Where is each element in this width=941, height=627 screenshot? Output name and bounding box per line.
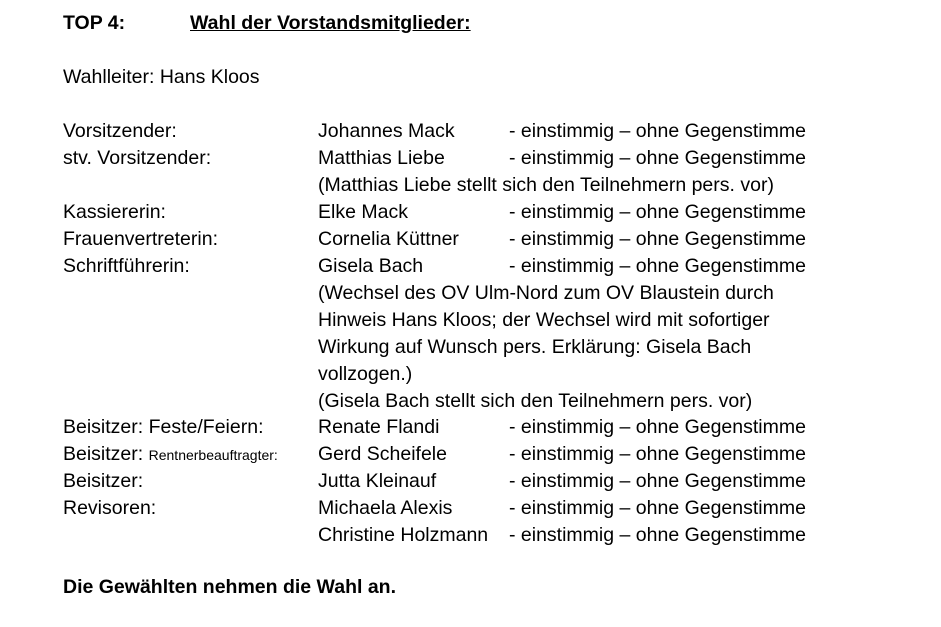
vote-result: - einstimmig – ohne Gegenstimme [509,201,806,223]
elected-name: Gisela Bach [318,255,424,277]
note-text: (Matthias Liebe stellt sich den Teilnehmern pers. vor) [318,174,774,196]
elected-name: Elke Mack [318,201,408,223]
election-row [0,147,941,174]
vote-result: - einstimmig – ohne Gegenstimme [509,228,806,250]
election-row [0,120,941,147]
section-title: Wahl der Vorstandsmitglieder: [190,12,471,34]
election-row [0,497,941,524]
role-label: Revisoren: [63,497,157,519]
elected-name: Johannes Mack [318,120,455,142]
vote-result: - einstimmig – ohne Gegenstimme [509,416,806,438]
note-row [0,363,941,390]
note-text: Wirkung auf Wunsch pers. Erklärung: Gisela Bach [318,336,752,358]
note-row [0,390,941,417]
role-label-main: Beisitzer: [63,443,144,465]
vote-result: - einstimmig – ohne Gegenstimme [509,255,806,277]
vote-result: - einstimmig – ohne Gegenstimme [509,147,806,169]
role-label-sub: Rentnerbeauftragter: [148,447,278,463]
role-label: Schriftführerin: [63,255,190,277]
elected-name: Matthias Liebe [318,147,445,169]
role-label: Vorsitzender: [63,120,177,142]
elected-name: Christine Holzmann [318,524,489,546]
role-label: Frauenvertreterin: [63,228,218,250]
role-label: Beisitzer: [63,470,144,492]
note-text: (Gisela Bach stellt sich den Teilnehmern pers. vor) [318,390,753,412]
election-row [0,228,941,255]
vote-result: - einstimmig – ohne Gegenstimme [509,120,806,142]
election-row [0,255,941,282]
elected-name: Jutta Kleinauf [318,470,437,492]
elected-name: Renate Flandi [318,416,440,438]
election-row [0,524,941,551]
role-label: Beisitzer: Feste/Feiern: [63,416,264,438]
election-row [0,443,941,470]
note-row [0,336,941,363]
vote-result: - einstimmig – ohne Gegenstimme [509,443,806,465]
note-row [0,309,941,336]
election-row [0,470,941,497]
note-row [0,174,941,201]
note-text: vollzogen.) [318,363,413,385]
closing-statement: Die Gewählten nehmen die Wahl an. [63,576,397,598]
agenda-item-number: TOP 4: [63,12,126,34]
election-chair-label: Wahlleiter: [63,66,155,88]
note-row [0,282,941,309]
vote-result: - einstimmig – ohne Gegenstimme [509,497,806,519]
role-label: stv. Vorsitzender: [63,147,212,169]
elected-name: Michaela Alexis [318,497,453,519]
role-label: Kassiererin: [63,201,166,223]
election-row [0,416,941,443]
elected-name: Cornelia Küttner [318,228,459,250]
election-chair-name: Hans Kloos [159,66,260,88]
vote-result: - einstimmig – ohne Gegenstimme [509,470,806,492]
election-chair [63,66,260,89]
vote-result: - einstimmig – ohne Gegenstimme [509,524,806,546]
role-label [63,443,278,466]
elected-name: Gerd Scheifele [318,443,447,465]
election-row [0,201,941,228]
note-text: Hinweis Hans Kloos; der Wechsel wird mit sofortiger [318,309,770,331]
note-text: (Wechsel des OV Ulm-Nord zum OV Blaustein durch [318,282,774,304]
